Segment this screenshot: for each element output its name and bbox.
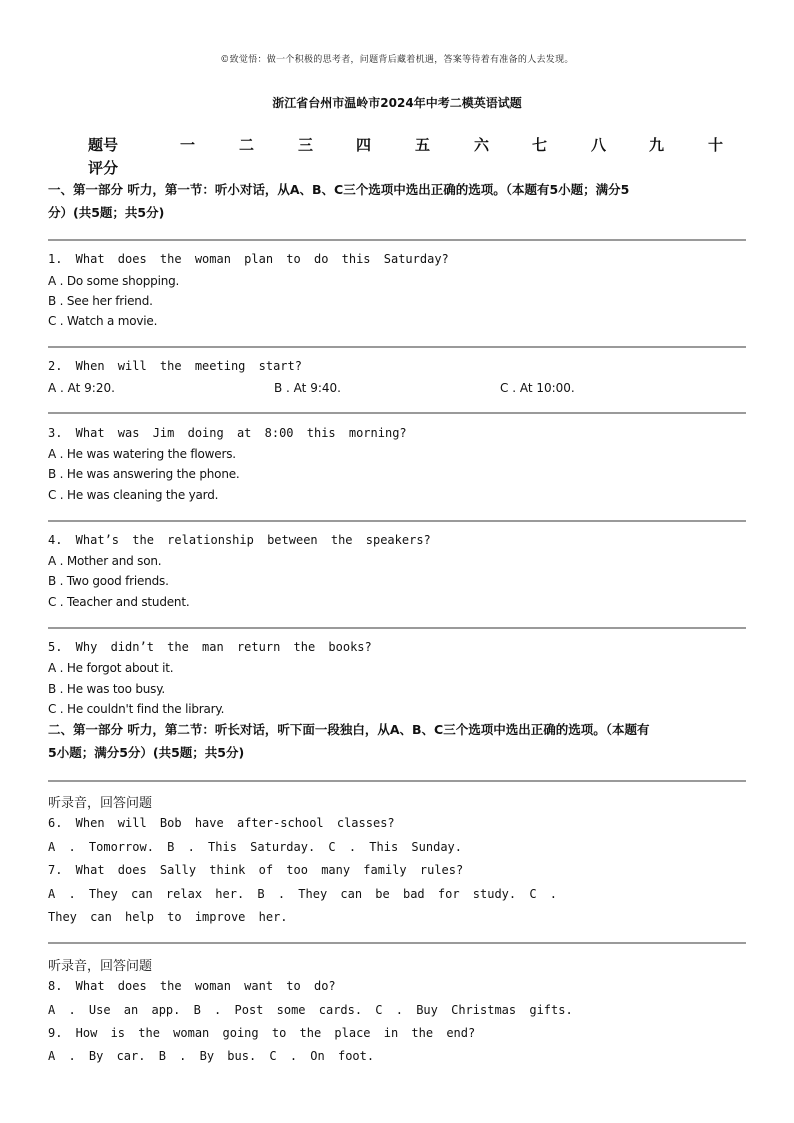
question-4-option-c[interactable]: C . Teacher and student. [48, 595, 190, 609]
part2-heading-line1: 二、第一部分 听力，第二节：听长对话，听下面一段独白，从A、B、C三个选项中选出正确的选项。（本题有 [48, 722, 650, 737]
score-table-header [88, 134, 738, 154]
question-8-stem: 8. What does the woman want to do? [48, 979, 336, 993]
question-5-option-b[interactable]: B . He was too busy. [48, 682, 166, 696]
score-col-7: 七 [532, 136, 548, 154]
question-1-option-b[interactable]: B . See her friend. [48, 294, 153, 308]
divider [48, 780, 746, 782]
question-7-options-cont: They can help to improve her. [48, 910, 288, 924]
question-6-options: A . Tomorrow. B . This Saturday. C . This Sunday. [48, 840, 463, 854]
divider [48, 520, 746, 522]
divider [48, 239, 746, 241]
divider [48, 412, 746, 414]
score-col-6: 六 [474, 136, 490, 154]
question-4-stem: 4. What’s the relationship between the speakers? [48, 533, 431, 547]
score-col-4: 四 [356, 136, 372, 154]
score-col-10: 十 [708, 136, 724, 154]
question-5-option-c[interactable]: C . He couldn't find the library. [48, 702, 225, 716]
question-4-option-a[interactable]: A . Mother and son. [48, 554, 162, 568]
divider [48, 627, 746, 629]
question-6-stem: 6. When will Bob have after-school classes? [48, 816, 395, 830]
header-note: ©致觉悟：做一个积极的思考者，问题背后藏着机遇，答案等待着有准备的人去发现。 [220, 55, 574, 65]
question-5-option-a[interactable]: A . He forgot about it. [48, 661, 174, 675]
question-5-stem: 5. Why didn’t the man return the books? [48, 640, 372, 654]
question-1-option-a[interactable]: A . Do some shopping. [48, 274, 180, 288]
part1-heading [48, 178, 748, 224]
question-2-option-b[interactable]: B . At 9:40. [274, 381, 341, 395]
question-8-options: A . Use an app. B . Post some cards. C . Buy Christmas gifts. [48, 1003, 573, 1017]
question-4-option-b[interactable]: B . Two good friends. [48, 574, 169, 588]
question-3-option-a[interactable]: A . He was watering the flowers. [48, 447, 236, 461]
score-label-score: 评分 [88, 159, 119, 177]
question-3-option-b[interactable]: B . He was answering the phone. [48, 467, 240, 481]
question-3-stem: 3. What was Jim doing at 8:00 this morning? [48, 426, 407, 440]
question-2-option-c[interactable]: C . At 10:00. [500, 381, 575, 395]
score-col-8: 八 [591, 136, 607, 154]
question-3-option-c[interactable]: C . He was cleaning the yard. [48, 488, 219, 502]
score-col-2: 二 [239, 136, 255, 154]
question-1-option-c[interactable]: C . Watch a movie. [48, 314, 158, 328]
divider [48, 942, 746, 944]
score-label-number: 题号 [88, 136, 119, 154]
score-col-9: 九 [649, 136, 665, 154]
listening-prompt-1: 听录音，回答问题 [48, 796, 153, 811]
score-col-3: 三 [298, 136, 314, 154]
part2-heading [48, 718, 748, 764]
question-9-options: A . By car. B . By bus. C . On foot. [48, 1049, 375, 1063]
divider [48, 346, 746, 348]
question-2-option-a[interactable]: A . At 9:20. [48, 381, 115, 395]
listening-prompt-2: 听录音，回答问题 [48, 959, 153, 974]
question-2-stem: 2. When will the meeting start? [48, 359, 302, 373]
question-9-stem: 9. How is the woman going to the place in the end? [48, 1026, 476, 1040]
page-title: 浙江省台州市温岭市2024年中考二模英语试题 [272, 96, 522, 110]
part1-heading-line2: 分）(共5题；共5分) [48, 205, 165, 220]
question-1-stem: 1. What does the woman plan to do this Saturday? [48, 252, 449, 266]
part1-heading-line1: 一、第一部分 听力，第一节：听小对话，从A、B、C三个选项中选出正确的选项。（本题有5小题；满分5 [48, 182, 630, 197]
score-col-1: 一 [180, 136, 196, 154]
part2-heading-line2: 5小题；满分5分）(共5题；共5分) [48, 745, 245, 760]
question-7-stem: 7. What does Sally think of too many family rules? [48, 863, 464, 877]
score-col-5: 五 [415, 136, 431, 154]
question-7-options: A . They can relax her. B . They can be bad for study. C . [48, 887, 558, 901]
